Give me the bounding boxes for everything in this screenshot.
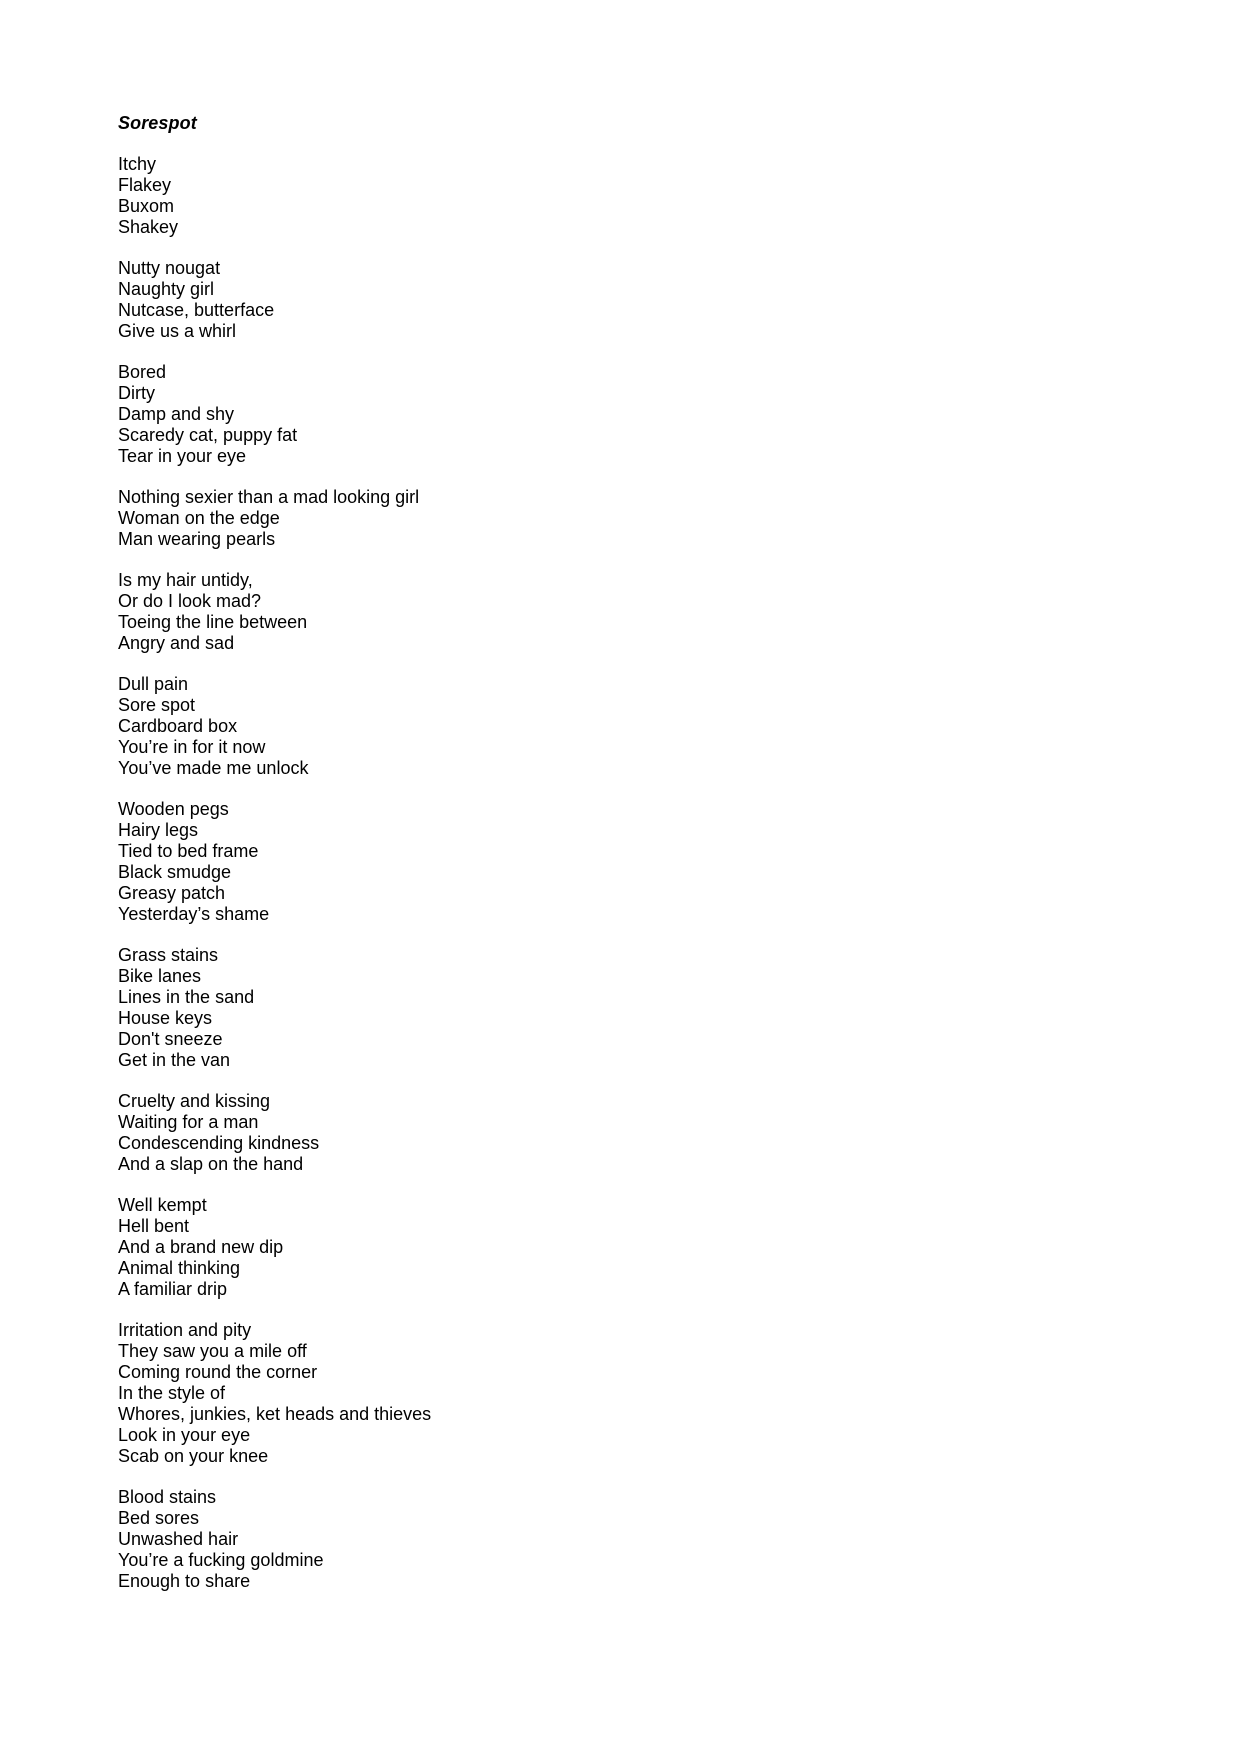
poem-line: Scaredy cat, puppy fat — [118, 425, 298, 445]
poem-line: Dull pain — [118, 674, 189, 694]
poem-line: Toeing the line between — [118, 612, 308, 632]
poem-line: Is my hair untidy, — [118, 570, 253, 590]
poem-line: Nutty nougat — [118, 258, 221, 278]
poem-line: Give us a whirl — [118, 321, 237, 341]
stanza — [118, 674, 1018, 779]
stanza — [118, 1091, 1018, 1175]
poem-line: You’re in for it now — [118, 737, 266, 757]
poem-line: Animal thinking — [118, 1258, 241, 1278]
stanza — [118, 945, 1018, 1071]
poem-line: Enough to share — [118, 1571, 251, 1591]
stanza — [118, 487, 1018, 550]
poem-line: Don't sneeze — [118, 1029, 223, 1049]
stanza — [118, 258, 1018, 342]
poem-line: And a slap on the hand — [118, 1154, 304, 1174]
poem-body — [118, 154, 1018, 1592]
poem-line: You’ve made me unlock — [118, 758, 309, 778]
stanza — [118, 570, 1018, 654]
poem-line: Waiting for a man — [118, 1112, 259, 1132]
stanza — [118, 154, 1018, 238]
poem-line: Shakey — [118, 217, 179, 237]
poem-line: Hell bent — [118, 1216, 190, 1236]
poem-line: Lines in the sand — [118, 987, 255, 1007]
poem-line: Coming round the corner — [118, 1362, 318, 1382]
poem — [118, 113, 1018, 1612]
poem-line: Itchy — [118, 154, 157, 174]
poem-line: Whores, junkies, ket heads and thieves — [118, 1404, 432, 1424]
poem-line: Bike lanes — [118, 966, 202, 986]
poem-line: Man wearing pearls — [118, 529, 276, 549]
poem-line: Irritation and pity — [118, 1320, 252, 1340]
poem-line: Wooden pegs — [118, 799, 229, 819]
stanza — [118, 362, 1018, 467]
poem-line: Well kempt — [118, 1195, 207, 1215]
poem-line: A familiar drip — [118, 1279, 228, 1299]
poem-line: Dirty — [118, 383, 155, 403]
stanza — [118, 1195, 1018, 1300]
poem-line: They saw you a mile off — [118, 1341, 307, 1361]
stanza — [118, 799, 1018, 925]
poem-line: Woman on the edge — [118, 508, 280, 528]
poem-line: Scab on your knee — [118, 1446, 269, 1466]
poem-line: Look in your eye — [118, 1425, 251, 1445]
poem-line: Black smudge — [118, 862, 232, 882]
stanza — [118, 1487, 1018, 1592]
poem-line: Tied to bed frame — [118, 841, 259, 861]
poem-line: Cardboard box — [118, 716, 238, 736]
poem-line: Damp and shy — [118, 404, 235, 424]
poem-line: House keys — [118, 1008, 213, 1028]
poem-line: Naughty girl — [118, 279, 215, 299]
poem-line: Bored — [118, 362, 167, 382]
poem-line: Angry and sad — [118, 633, 235, 653]
stanza — [118, 1320, 1018, 1467]
poem-line: Yesterday’s shame — [118, 904, 270, 924]
poem-title: Sorespot — [118, 113, 197, 133]
poem-line: Nothing sexier than a mad looking girl — [118, 487, 420, 507]
poem-line: Tear in your eye — [118, 446, 247, 466]
poem-line: Get in the van — [118, 1050, 231, 1070]
poem-line: Greasy patch — [118, 883, 226, 903]
poem-line: Sore spot — [118, 695, 196, 715]
poem-line: Nutcase, butterface — [118, 300, 275, 320]
poem-line: Cruelty and kissing — [118, 1091, 271, 1111]
poem-line: In the style of — [118, 1383, 226, 1403]
poem-line: Hairy legs — [118, 820, 199, 840]
poem-line: Blood stains — [118, 1487, 217, 1507]
poem-line: Unwashed hair — [118, 1529, 239, 1549]
poem-line: Buxom — [118, 196, 175, 216]
poem-line: Grass stains — [118, 945, 219, 965]
poem-line: Bed sores — [118, 1508, 200, 1528]
poem-line: Or do I look mad? — [118, 591, 262, 611]
poem-line: And a brand new dip — [118, 1237, 284, 1257]
poem-line: Flakey — [118, 175, 172, 195]
poem-line: Condescending kindness — [118, 1133, 320, 1153]
poem-line: You’re a fucking goldmine — [118, 1550, 324, 1570]
